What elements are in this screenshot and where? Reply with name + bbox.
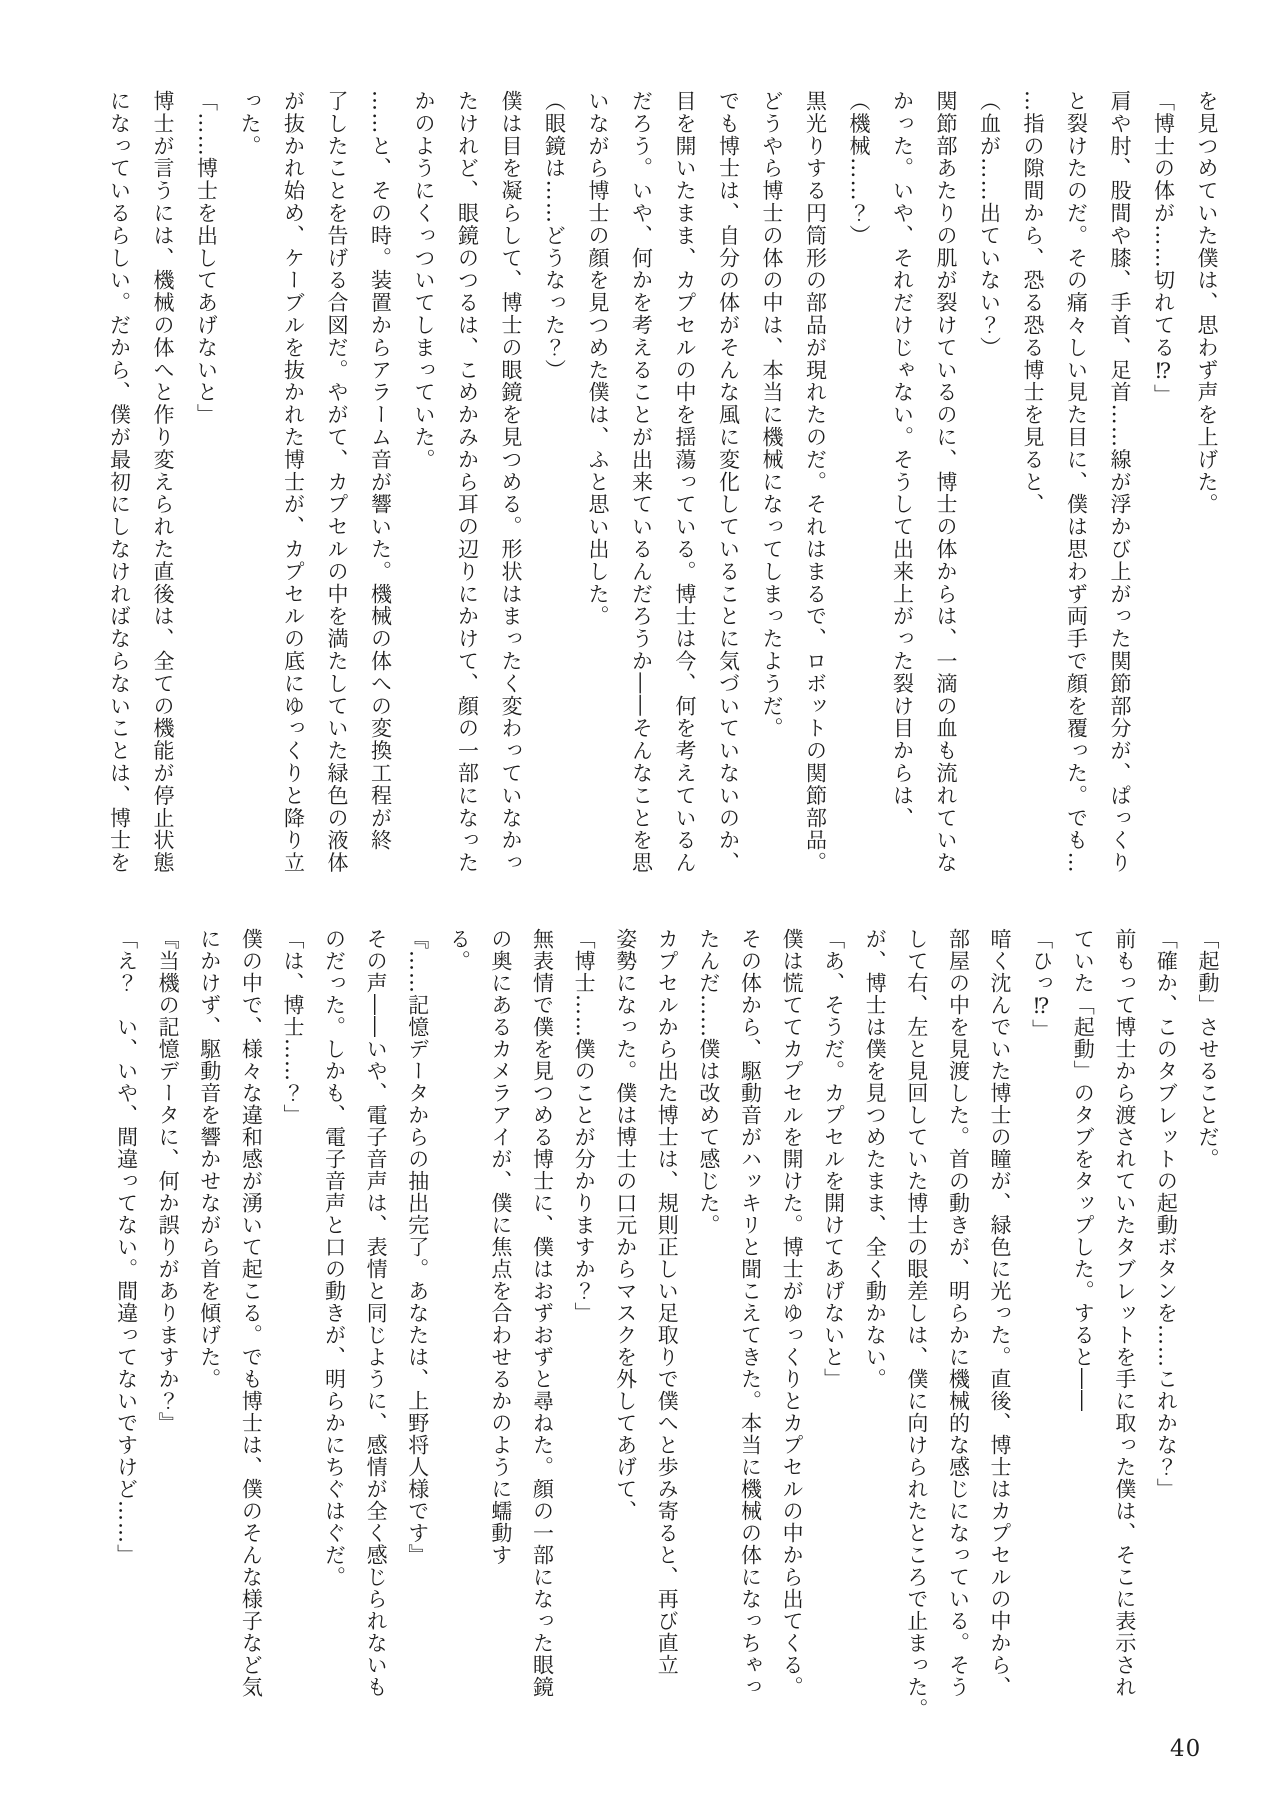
text-line: 「……博士を出してあげないと」 — [194, 90, 219, 426]
text-line: して右、左と見回していた博士の眼差しは、僕に向けられたところで止まった。 — [904, 928, 929, 1720]
text-line: 『……記憶データからの抽出完了。あなたは、上野将人様です』 — [405, 928, 430, 1566]
text-line: かった。いや、それだけじゃない。そうして出来上がった裂け目からは、 — [890, 90, 915, 830]
text-line: と裂けたのだ。その痛々しい見た目に、僕は思わず両手で顔を覆った。でも… — [1064, 90, 1089, 874]
text-line: 「博士……僕のことが分かりますか？」 — [572, 928, 597, 1324]
text-line: 無表情で僕を見つめる博士に、僕はおずおずと尋ねた。顔の一部になった眼鏡 — [530, 928, 555, 1698]
text-line: る。 — [447, 928, 472, 972]
text-line: たんだ……僕は改めて感じた。 — [696, 928, 721, 1236]
text-line: 「起動」させることだ。 — [1196, 928, 1220, 1170]
text-line: ていた「起動」のタブをタップした。すると―― — [1071, 928, 1096, 1412]
text-line: 「え？ い、いや、間違ってない。間違ってないですけど……」 — [114, 928, 139, 1566]
text-line: 「博士の体が……切れてる⁉」 — [1151, 90, 1176, 407]
text-line: 『当機の記憶データに、何か誤りがありますか？』 — [156, 928, 181, 1434]
text-line: 了したことを告げる合図だ。やがて、カプセルの中を満たしていた緑色の液体 — [325, 90, 349, 874]
text-line: その声――いや、電子音声は、表情と同じように、感情が全く感じられないも — [364, 928, 389, 1698]
text-line: （機械……？） — [847, 90, 871, 247]
text-line: カプセルから出た博士は、規則正しい足取りで僕へと歩み寄ると、再び直立 — [655, 928, 680, 1676]
text-line: 「確か、このタブレットの起動ボタンを……これかな？」 — [1154, 928, 1179, 1500]
text-block-bottom — [105, 928, 1228, 1720]
text-line: 僕は慌ててカプセルを開けた。博士がゆっくりとカプセルの中から出てくる。 — [780, 928, 805, 1698]
text-line: 博士が言うには、機械の体へと作り変えられた直後は、全ての機能が停止状態 — [151, 90, 175, 874]
text-line: いながら博士の顔を見つめた僕は、ふと思い出した。 — [586, 90, 610, 628]
text-line: 暗く沈んでいた博士の瞳が、緑色に光った。直後、博士はカプセルの中から、 — [988, 928, 1013, 1698]
page-number: 40 — [1170, 1736, 1202, 1762]
text-line: 「ひっ⁉」 — [1029, 928, 1054, 1041]
text-line: 姿勢になった。僕は博士の口元からマスクを外してあげて、 — [613, 928, 638, 1522]
text-line: のだった。しかも、電子音声と口の動きが、明らかにちぐはぐだ。 — [322, 928, 347, 1588]
text-line: どうやら博士の体の中は、本当に機械になってしまったようだ。 — [760, 90, 784, 740]
text-line: その体から、駆動音がハッキリと聞こえてきた。本当に機械の体になっちゃっ — [738, 928, 763, 1698]
text-line: （眼鏡は……どうなった？） — [542, 90, 567, 382]
text-line: 僕は目を凝らして、博士の眼鏡を見つめる。形状はまったく変わっていなかっ — [499, 90, 523, 874]
text-line: ……と、その時。装置からアラーム音が響いた。機械の体への変換工程が終 — [368, 90, 393, 852]
text-line: 前もって博士から渡されていたタブレットを手に取った僕は、そこに表示され — [1112, 928, 1137, 1698]
text-line: った。 — [238, 90, 262, 158]
text-line: 関節部あたりの肌が裂けているのに、博士の体からは、一滴の血も流れていな — [934, 90, 958, 874]
text-line: が抜かれ始め、ケーブルを抜かれた博士が、カプセルの底にゆっくりと降り立 — [281, 90, 306, 874]
text-line: でも博士は、自分の体がそんな風に変化していることに気づいていないのか、 — [716, 90, 741, 874]
text-line: かのようにくっついてしまっていた。 — [412, 90, 436, 471]
text-line: 「は、博士……？」 — [280, 928, 305, 1126]
text-line: 「あ、そうだ。カプセルを開けてあげないと」 — [821, 928, 846, 1390]
text-line: 肩や肘、股間や膝、手首、足首……線が浮かび上がった関節部分が、ぱっくり — [1108, 90, 1132, 874]
text-line: たけれど、眼鏡のつるは、こめかみから耳の辺りにかけて、顔の一部になった — [455, 90, 480, 874]
text-block-top — [97, 90, 1228, 884]
text-line: 僕の中で、様々な違和感が湧いて起こる。でも博士は、僕のそんな様子など気 — [239, 928, 264, 1698]
text-line: を見つめていた僕は、思わず声を上げた。 — [1195, 90, 1219, 516]
text-line: 部屋の中を見渡した。首の動きが、明らかに機械的な感じになっている。そう — [946, 928, 971, 1698]
text-line: 目を開いたまま、カプセルの中を揺蕩っている。博士は今、何を考えているん — [673, 90, 697, 874]
text-line: （血が……出ていない？） — [977, 90, 1002, 359]
text-line: 黒光りする円筒形の部品が現れたのだ。それはまるで、ロボットの関節部品。 — [803, 90, 828, 874]
text-line: にかけず、駆動音を響かせながら首を傾げた。 — [197, 928, 222, 1390]
text-line: …指の隙間から、恐る恐る博士を見ると、 — [1021, 90, 1045, 516]
text-line: だろう。いや、何かを考えることが出来ているんだろうか――そんなことを思 — [629, 90, 654, 874]
text-line: の奥にあるカメラアイが、僕に焦点を合わせるかのように蠕動す — [488, 928, 513, 1566]
text-line: になっているらしい。だから、僕が最初にしなければならないことは、博士を — [107, 90, 132, 874]
text-line: が、博士は僕を見つめたまま、全く動かない。 — [863, 928, 888, 1390]
